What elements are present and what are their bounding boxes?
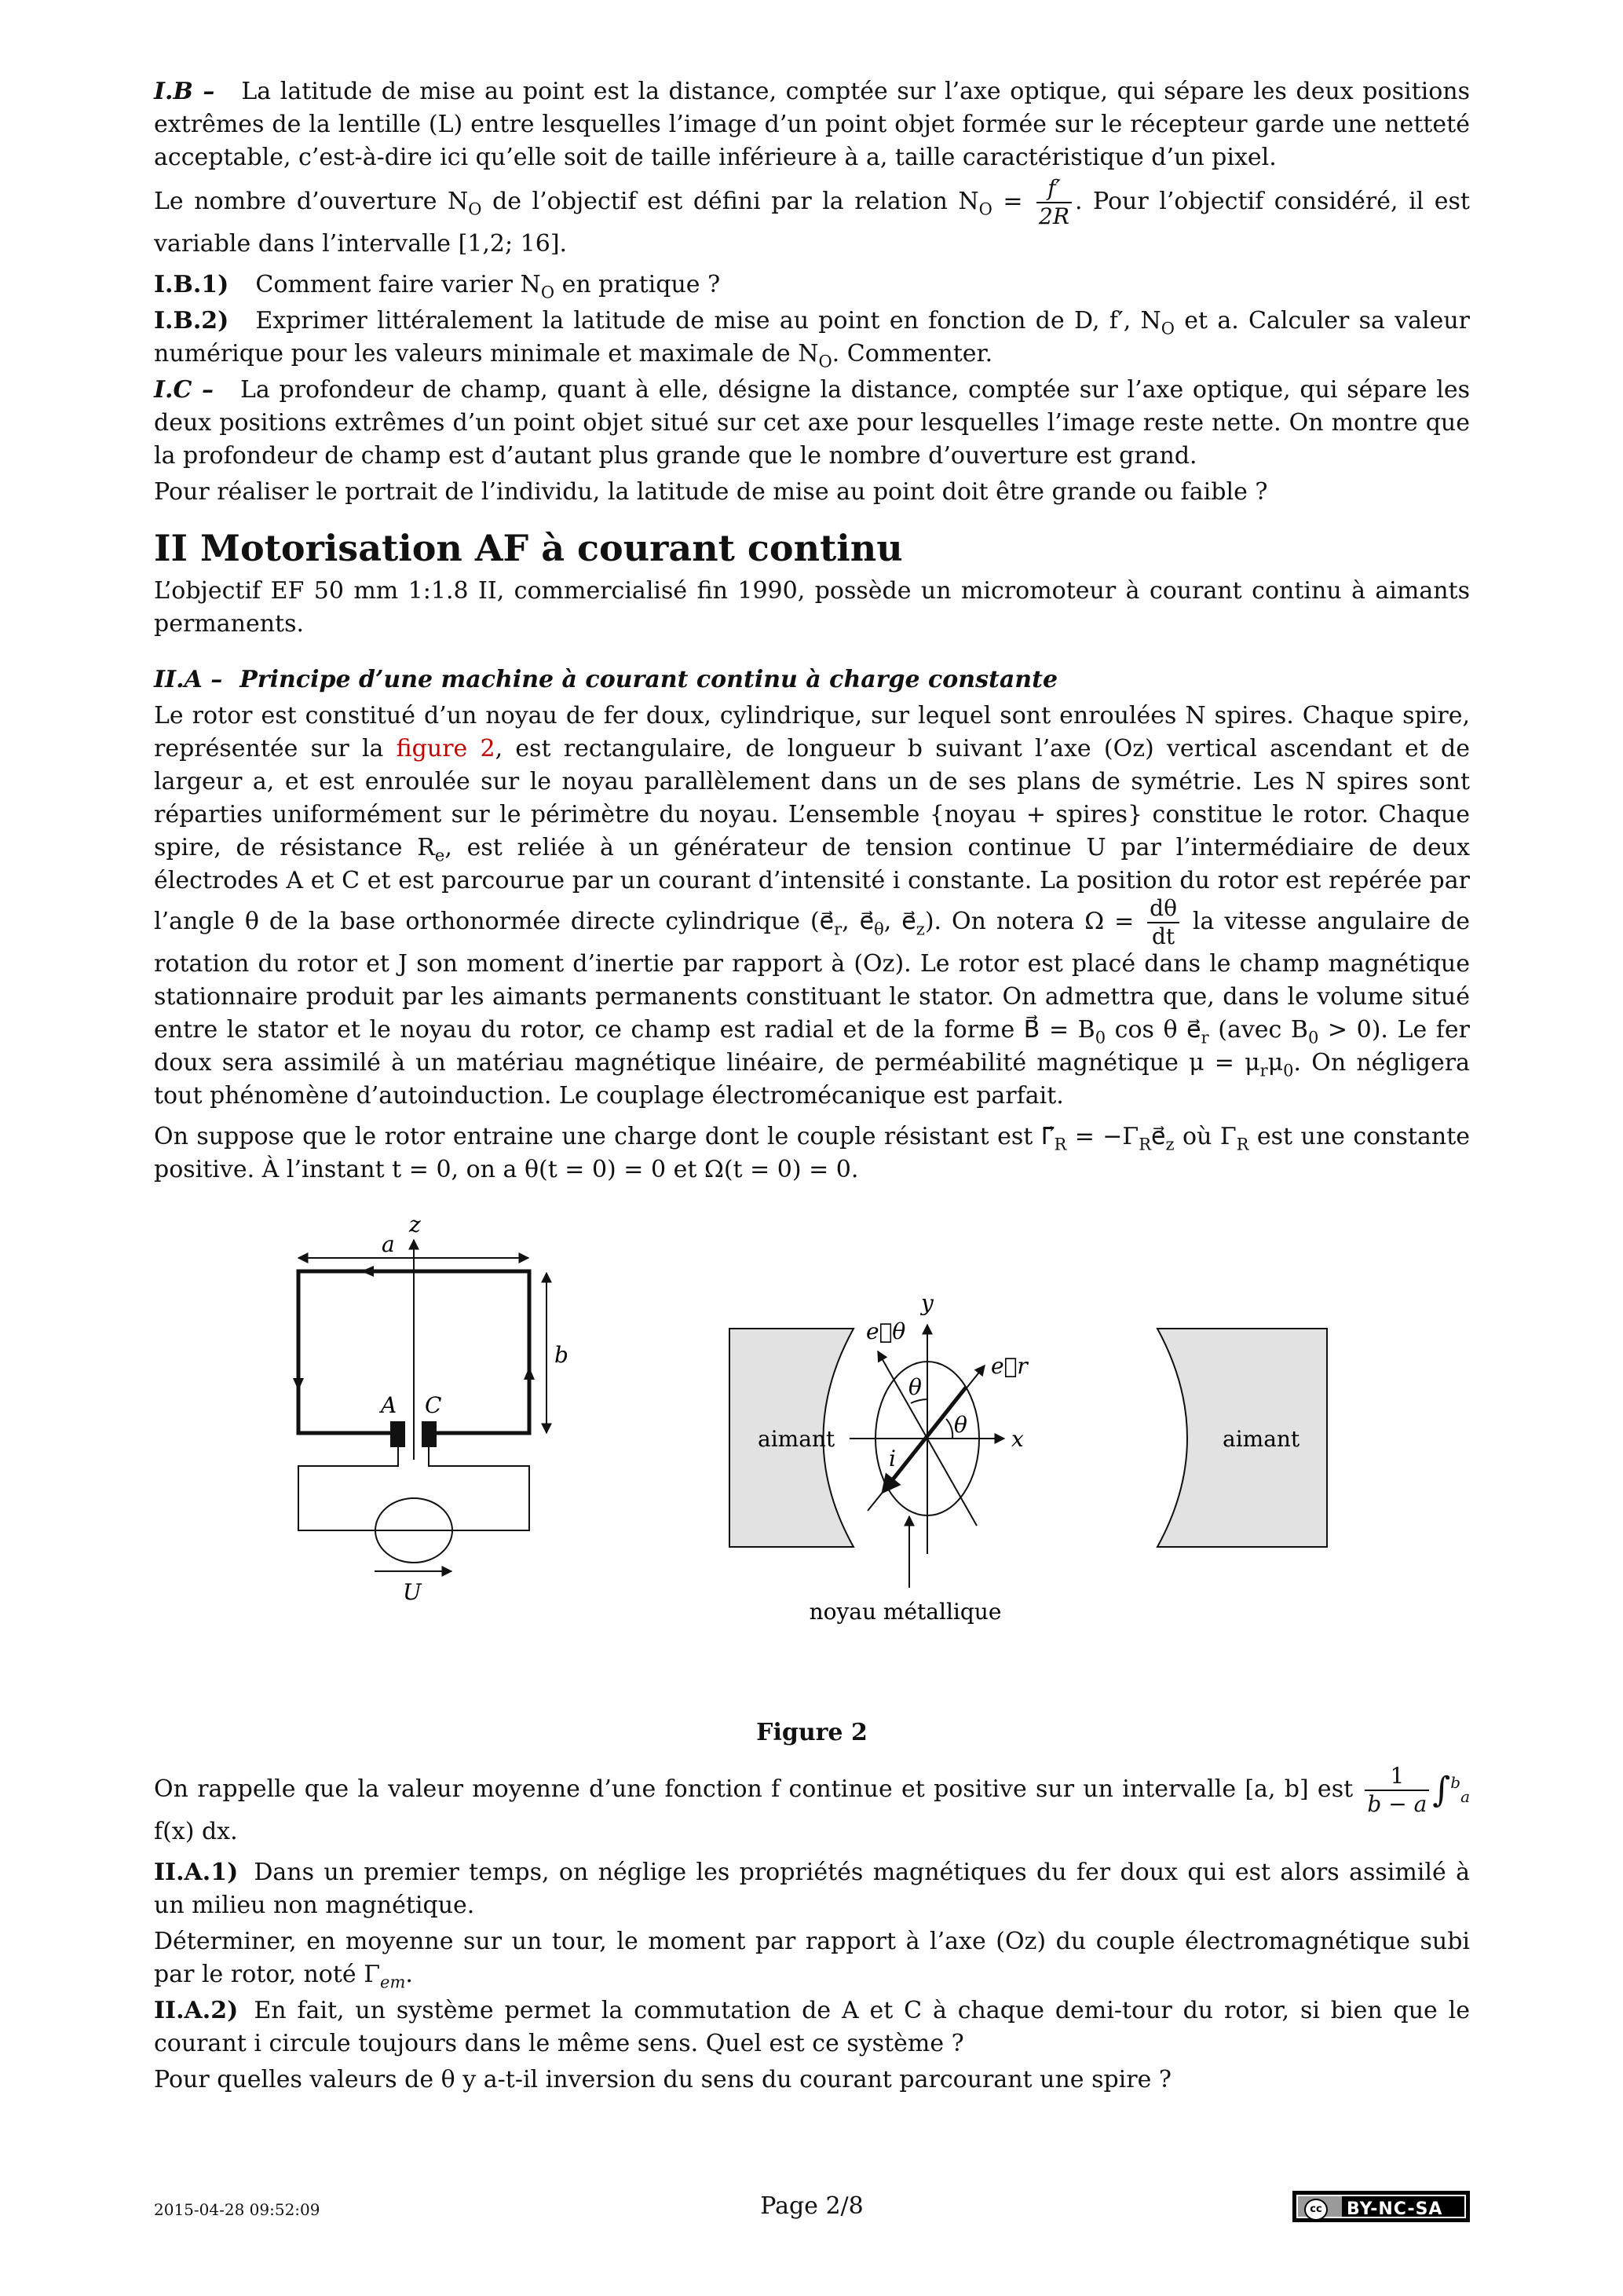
- axis-label-x: x: [1011, 1426, 1024, 1452]
- rotor-cross-section: [729, 1290, 1327, 1625]
- label-IB1: I.B.1): [154, 271, 229, 298]
- text: , e⃗: [842, 908, 875, 935]
- subscript: r: [834, 919, 843, 939]
- text: . On négligera tout phénomène d’autoinduction. Le couplage électromécanique est parfait.: [154, 1049, 1470, 1110]
- text: Le rotor est constitué d’un noyau de fer doux, cylindrique, sur lequel sont enroulées N spires. Chaque spire, représentée sur la: [154, 702, 1470, 762]
- subscript: 0: [1307, 1028, 1319, 1047]
- text: , e⃗: [883, 908, 916, 935]
- question-IIA2: Pour quelles valeurs de θ y a-t-il inversion du sens du courant parcourant une spire ?: [154, 2066, 1172, 2093]
- text: et a. Calculer sa valeur numérique pour les valeurs minimale et maximale de N: [154, 307, 1470, 367]
- dimension-label-b: b: [554, 1342, 568, 1368]
- upper-bound: b: [1450, 1773, 1461, 1792]
- text: Déterminer, en moyenne sur un tour, le moment par rapport à l’axe (Oz) du couple électromagnétique subi par le rotor, noté Γ: [154, 1928, 1470, 1988]
- paragraph-load: [154, 1121, 1470, 1186]
- text: On rappelle que la valeur moyenne d’une fonction f continue et positive sur un intervalle [a, b] est: [154, 1775, 1362, 1803]
- subscript: R: [1054, 1135, 1067, 1154]
- label-IB: I.B –: [154, 78, 215, 105]
- subscript: em: [380, 1972, 406, 1992]
- subscript: e: [434, 846, 445, 865]
- paragraph-rotor: [154, 700, 1470, 1113]
- fraction-dtheta-dt: [1147, 895, 1179, 949]
- vector-e-r-label: e⃗r: [991, 1353, 1028, 1379]
- text: > 0). Le fer doux sera assimilé à un matériau magnétique linéaire, de perméabilité magnétique μ = μ: [154, 1016, 1470, 1077]
- label-IC: I.C –: [154, 376, 214, 404]
- subscript: O: [540, 283, 555, 302]
- text: μ: [1267, 1049, 1284, 1077]
- label-IIA2: II.A.2): [154, 1997, 239, 2024]
- subscript: 0: [1095, 1028, 1106, 1047]
- paragraph-mean-value: [154, 1765, 1470, 1848]
- axis-label-z: z: [409, 1212, 421, 1238]
- magnet-left-label: aimant: [758, 1426, 835, 1452]
- denominator: b − a: [1367, 1791, 1427, 1817]
- text: . Pour l’objectif considéré, il est variable dans l’intervalle [1,2; 16].: [154, 188, 1470, 258]
- paragraph-IIA2: [154, 1994, 1470, 2060]
- text: où Γ: [1174, 1123, 1237, 1150]
- text: , est reliée à un générateur de tension continue U par l’intermédiaire de deux électrodes A et C et est parcourue par un courant d’intensité i constante. La position du rotor est repérée par l’angle θ de la base orthonormée directe cylindrique (e⃗: [154, 834, 1470, 935]
- subsection-title-IIA: [154, 666, 1470, 693]
- section-title-II: II Motorisation AF à courant continu: [154, 527, 903, 569]
- paragraph-IB: [154, 75, 1470, 174]
- integral-sign: ∫: [1432, 1770, 1451, 1810]
- paragraph-IIA1: [154, 1856, 1470, 1922]
- subscript: O: [1161, 319, 1175, 338]
- angle-theta-label-1: θ: [908, 1374, 922, 1400]
- figure-2: [154, 1201, 1470, 1719]
- footer-timestamp: 2015-04-28 09:52:09: [154, 2200, 320, 2219]
- page-footer: [154, 2191, 1470, 2230]
- title-text: Principe d’une machine à courant continu à charge constante: [239, 666, 1058, 693]
- label-IIA1: II.A.1): [154, 1859, 239, 1886]
- figure-2-diagram: [154, 1201, 1470, 1719]
- subscript: z: [916, 919, 925, 939]
- text: Exprimer littéralement la latitude de mise au point en fonction de D, f′, N: [255, 307, 1161, 335]
- text: , est rectangulaire, de longueur b suivant l’axe (Oz) vertical ascendant et de largeur a, et est enroulée sur le noyau parallèlement dans un de ses plans de symétrie. Les N spires sont réparties uniformément sur le périmètre du noyau. L’ensemble {noyau + spires} constitue le rotor. Chaque spire, de résistance R: [154, 735, 1470, 861]
- text: .: [405, 1961, 413, 1988]
- angle-theta-label-2: θ: [954, 1412, 967, 1438]
- label-IIA: II.A –: [154, 666, 223, 693]
- text: en pratique ?: [554, 271, 721, 298]
- electrode-label-C: C: [425, 1392, 442, 1418]
- paragraph-IB1: [154, 269, 1470, 302]
- text: la vitesse angulaire de rotation du rotor et J son moment d’inertie par rapport à (Oz). Le rotor est placé dans le champ magnétique stationnaire produit par les aimants permanents constituant le stator. On admettra que, dans le volume situé entre le stator et le noyau du rotor, ce champ est radial et de la forme B⃗ = B: [154, 908, 1471, 1044]
- text: est une constante positive. À l’instant t = 0, on a θ(t = 0) = 0 et Ω(t = 0) = 0.: [154, 1123, 1471, 1183]
- subscript: z: [1165, 1135, 1175, 1154]
- subscript: O: [818, 352, 832, 371]
- text: f(x) dx.: [154, 1818, 238, 1845]
- core-label: noyau métallique: [809, 1599, 1002, 1625]
- figure-2-link[interactable]: figure 2: [396, 735, 495, 762]
- electrode-label-A: A: [381, 1392, 397, 1418]
- paragraph-II-intro: L’objectif EF 50 mm 1:1.8 II, commercialisé fin 1990, possède un micromoteur à courant continu à aimants permanents.: [154, 577, 1470, 638]
- text: On suppose que le rotor entraine une charge dont le couple résistant est Γ⃗: [154, 1123, 1055, 1150]
- text: = −Γ: [1066, 1123, 1139, 1150]
- numerator: dθ: [1147, 898, 1179, 923]
- subscript: O: [978, 199, 992, 219]
- fraction-f-over-2R: [1036, 177, 1072, 228]
- subscript: O: [468, 199, 482, 219]
- text: cos θ e⃗: [1106, 1016, 1201, 1044]
- text: En fait, un système permet la commutation de A et C à chaque demi-tour du rotor, si bien que le courant i circule toujours dans le même sens. Quel est ce système ?: [154, 1997, 1470, 2057]
- numerator: 1: [1365, 1765, 1429, 1791]
- text: La profondeur de champ, quant à elle, désigne la distance, comptée sur l’axe optique, qui sépare les deux positions extrêmes d’un point objet situé sur cet axe pour lesquelles l’image reste nette. On montre que la profondeur de champ est d’autant plus grande que le nombre d’ouverture est grand.: [154, 376, 1470, 470]
- spire-diagram: [293, 1212, 568, 1605]
- text: Dans un premier temps, on néglige les propriétés magnétiques du fer doux qui est alors assimilé à un milieu non magnétique.: [154, 1859, 1470, 1919]
- denominator: 2R: [1039, 203, 1069, 229]
- voltage-label-U: U: [403, 1579, 422, 1605]
- subscript: θ: [874, 919, 884, 939]
- text: =: [992, 188, 1034, 215]
- paragraph-IC: [154, 374, 1470, 473]
- cc-license-badge[interactable]: [1292, 2191, 1470, 2222]
- question-IIA1: [154, 1925, 1470, 1991]
- text: e⃗: [1151, 1123, 1166, 1150]
- magnet-right-label: aimant: [1223, 1426, 1300, 1452]
- document-page: [154, 75, 1470, 2104]
- text: ). On notera Ω =: [924, 908, 1145, 935]
- paragraph-aperture: [154, 177, 1470, 261]
- subscript: r: [1201, 1028, 1209, 1047]
- subscript: 0: [1283, 1061, 1294, 1080]
- subscript: R: [1236, 1135, 1249, 1154]
- text: (avec B: [1208, 1016, 1308, 1044]
- fraction-1-over-b-minus-a: [1365, 1765, 1429, 1815]
- dimension-label-a: a: [382, 1231, 395, 1257]
- footer-page-number: Page 2/8: [760, 2192, 864, 2220]
- label-IB2: I.B.2): [154, 307, 229, 335]
- cc-icon: cc: [1304, 2199, 1328, 2221]
- text: Comment faire varier N: [255, 271, 541, 298]
- text: Le nombre d’ouverture N: [154, 188, 469, 215]
- subscript: r: [1259, 1061, 1268, 1080]
- license-label: BY-NC-SA: [1347, 2199, 1443, 2219]
- IB-intro: La latitude de mise au point est la distance, comptée sur l’axe optique, qui sépare les deux positions extrêmes de la lentille (L) entre lesquelles l’image d’un point objet formée sur le récepteur garde une netteté acceptable, c’est-à-dire ici qu’elle soit de taille inférieure à a, taille caractéristique d’un pixel.: [154, 78, 1470, 171]
- subscript: R: [1139, 1135, 1152, 1154]
- denominator: dt: [1151, 923, 1175, 949]
- numerator: f′: [1036, 177, 1072, 203]
- question-IC: Pour réaliser le portrait de l’individu, la latitude de mise au point doit être grande ou faible ?: [154, 478, 1268, 506]
- current-label-i: i: [889, 1446, 896, 1472]
- paragraph-IB2: [154, 305, 1470, 371]
- vector-e-theta-label: e⃗θ: [866, 1318, 906, 1344]
- lower-bound: a: [1460, 1787, 1470, 1806]
- text: de l’objectif est défini par la relation N: [481, 188, 979, 215]
- axis-label-y: y: [921, 1290, 934, 1316]
- text: . Commenter.: [832, 340, 993, 367]
- figure-caption: Figure 2: [756, 1719, 868, 1746]
